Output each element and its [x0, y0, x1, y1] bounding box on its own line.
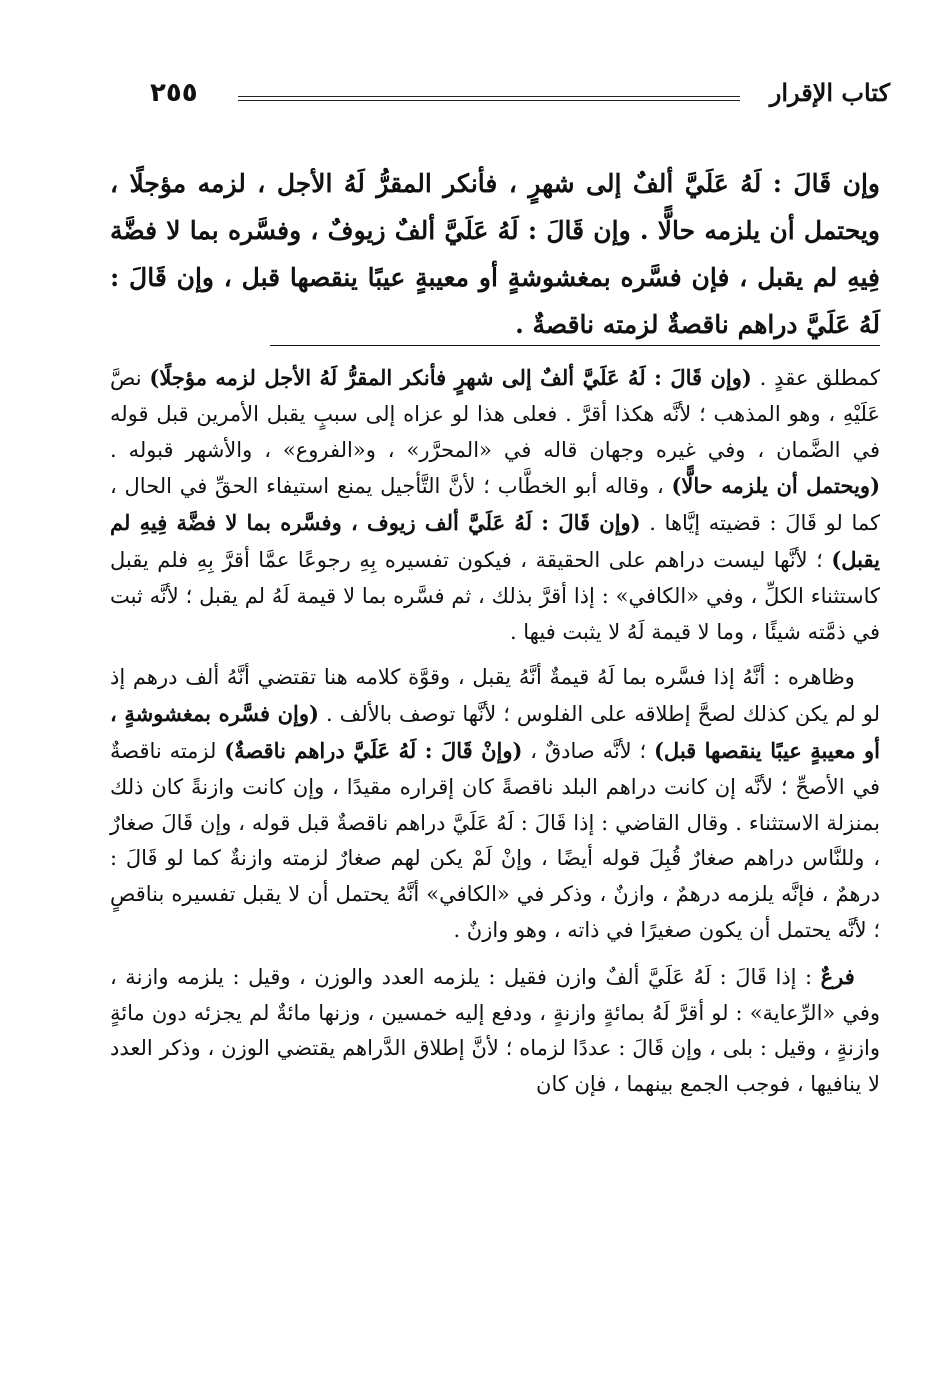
- quoted-matn: (وإن قَالَ : لَهُ عَلَيَّ ألفٌ إلى شهرٍ فأنكر المقرُّ لَهُ الأجل لزمه مؤجلًا): [149, 365, 752, 390]
- section-label: فرعٌ: [820, 963, 855, 989]
- commentary-text: كمطلق عقدٍ .: [751, 366, 881, 390]
- quoted-matn: (وإن فسَّره بمغشوشةٍ ، أو معيبةٍ عيبًا ينقصها قبل): [110, 701, 881, 763]
- commentary-text: نصَّ عَلَيْهِ ، وهو المذهب ؛ لأنَّه هكذا أقرَّ . فعلى هذا لو عزاه إلى سببٍ يقبل الأمرين قبل قوله في الضَّمان ، وفي غيره وجهان قاله في «المحرَّر» ، و«الفروع» ، والأشهر قبوله .: [110, 366, 880, 462]
- commentary-text: ، وقاله أبو الخطَّاب ؛ لأنَّ التَّأجيل يمنع استيفاء الحقِّ في الحال ، كما لو قَالَ : قضيته إيَّاها .: [110, 474, 880, 536]
- commentary-text: وظاهره : أنَّهُ إذا فسَّره بما لَهُ قيمةٌ أنَّهُ يقبل ، وقوَّة كلامه هنا تقتضي أنَّهُ ألف درهم إذ لو لم يكن كذلك لصحَّ إطلاقه على الفلوس ؛ لأنَّها توصف بالألف .: [110, 665, 880, 727]
- commentary-text: ؛ لأنَّه صادقٌ ،: [522, 738, 654, 763]
- commentary-text: : إذا قَالَ : لَهُ عَلَيَّ ألفٌ وازن فقيل : يلزمه العدد والوزن ، وقيل : يلزمه وازنة ، وفي «الرِّعاية» : لو أقرَّ لَهُ بمائةٍ وازنةٍ ، ودفع إليه خمسين ، وزنها مائةٌ لم يجزئه دون مائةٍ وازنةٍ ، وقيل : بلى ، وإن قَالَ : عددًا لزماه ؛ لأنَّ إطلاق الدَّراهم يقتضي الوزن ، وذكر العدد لا ينافيها ، فوجب الجمع بينهما ، فإن كان: [110, 964, 880, 1097]
- header-rule: [238, 96, 740, 101]
- matn-divider: [270, 345, 880, 346]
- quoted-matn: (وإنْ قَالَ : لَهُ عَلَيَّ دراهم ناقصةٌ): [224, 737, 523, 763]
- page-header: [150, 78, 890, 118]
- commentary-text: لزمته ناقصةٌ في الأصحِّ ؛ لأنَّه إن كانت دراهم البلد ناقصةً كان إقراره مقيدًا ، وإن كانت وازنةً كان ذلك بمنزلة الاستثناء . وقال القاضي : إذا قَالَ : لَهُ عَلَيَّ دراهم ناقصةٌ قبل قوله ، وإن قَالَ صغارٌ ، وللنَّاس دراهم صغارٌ قُبِلَ قوله أيضًا ، وإنْ لَمْ يكن لهم صغارٌ لزمته وازنةٌ كما لو قَالَ : درهمٌ ، فإنَّه يلزمه درهمٌ ، وازنٌ ، وذكر في «الكافي» أنَّهُ يحتمل أن لا يقبل تفسيره بناقصٍ ؛ لأنَّه يحتمل أن يكون صغيرًا في ذاته ، وهو وازنٌ .: [110, 738, 880, 942]
- matn-text: وإن قَالَ : لَهُ عَلَيَّ ألفٌ إلى شهرٍ ، فأنكر المقرُّ لَهُ الأجل ، لزمه مؤجلًا ، ويحتمل أن يلزمه حالًّا . وإن قَالَ : لَهُ عَلَيَّ ألفٌ زيوفٌ ، وفسَّره بما لا فضَّة فِيهِ لم يقبل ، فإن فسَّره بمغشوشةٍ أو معيبةٍ عيبًا ينقصها قبل ، وإن قَالَ : لَهُ عَلَيَّ دراهم ناقصةٌ لزمته ناقصةٌ .: [110, 169, 880, 339]
- quoted-matn: (وإن قَالَ : لَهُ عَلَيَّ ألف زيوف ، وفسَّره بما لا فضَّة فِيهِ لم يقبل): [110, 510, 880, 572]
- commentary-paragraph-3: [110, 959, 880, 1103]
- page-number: ٢٥٥: [150, 78, 198, 108]
- running-title: كتاب الإقرار: [769, 78, 890, 107]
- commentary-paragraph-1: [110, 360, 880, 650]
- commentary: [110, 360, 880, 1113]
- quoted-matn: (ويحتمل أن يلزمه حالًّا): [671, 473, 880, 499]
- commentary-paragraph-2: [110, 660, 880, 948]
- commentary-text: ؛ لأنَّها ليست دراهم على الحقيقة ، فيكون تفسيره بِهِ رجوعًا عمَّا أقرَّ بِهِ فلم يقبل كاستثناء الكلِّ ، وفي «الكافي» : إذا أقرَّ بذلك ، ثم فسَّره بما لا قيمة لَهُ لم يقبل ؛ لأنَّه ثبت في ذمَّته شيئًا ، وما لا قيمة لَهُ لا يثبت فيها .: [110, 547, 880, 644]
